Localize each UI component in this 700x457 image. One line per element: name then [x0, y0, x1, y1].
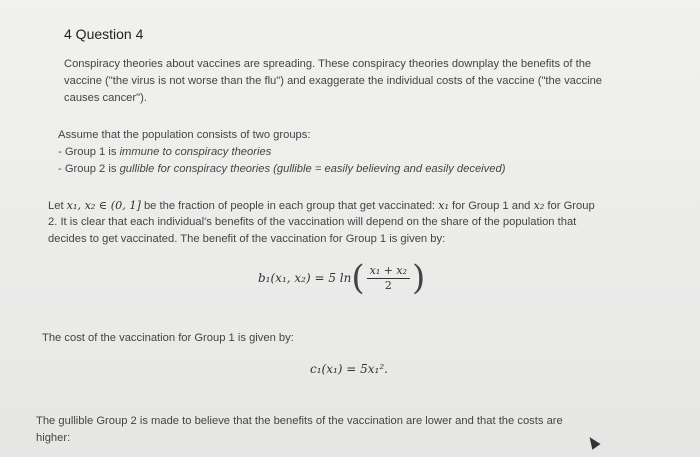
group-2-description: gullible for conspiracy theories (gullible = easily believing and easily deceived): [119, 163, 506, 175]
let-line-1: [48, 197, 595, 215]
let-line-2: 2. It is clear that each individual's benefits of the vaccination will depend on the share of the population that: [48, 216, 577, 228]
question-heading: 4 Question 4: [64, 26, 144, 42]
benefit-formula: [258, 258, 425, 298]
gullible-line-1: The gullible Group 2 is made to believe that the benefits of the vaccination are lower and that the costs are: [36, 415, 563, 427]
left-paren: (: [351, 258, 365, 298]
mouse-pointer-icon: [585, 434, 600, 450]
gullible-line-2: higher:: [36, 432, 71, 444]
cost-formula: c₁(x₁) = 5x₁².: [310, 362, 388, 376]
x2-symbol: x₂: [533, 199, 545, 212]
let-text-a: Let: [48, 200, 67, 212]
group-1-description: immune to conspiracy theories: [119, 146, 272, 158]
let-text-b: be the fraction of people in each group that get vaccinated:: [140, 200, 439, 212]
cost-intro: The cost of the vaccination for Group 1 is given by:: [42, 332, 294, 344]
x1-symbol: x₁: [438, 199, 449, 212]
let-text-c: for Group 1 and: [448, 200, 534, 212]
group-1-line: [58, 144, 271, 161]
right-paren: ): [412, 258, 426, 298]
group-2-line: [58, 161, 505, 178]
intro-line-1: Conspiracy theories about vaccines are spreading. These conspiracy theories downplay the benefits of the: [64, 58, 592, 70]
let-line-3: decides to get vaccinated. The benefit of the vaccination for Group 1 is given by:: [48, 233, 446, 245]
group-1-prefix: - Group 1 is: [58, 146, 120, 158]
fraction-numerator: x₁ + x₂: [367, 264, 410, 279]
domain-math: x₁, x₂ ∈ (0, 1]: [66, 199, 141, 212]
intro-line-3: causes cancer").: [64, 92, 147, 104]
let-text-d: for Group: [544, 200, 595, 212]
benefit-fraction: [367, 264, 410, 293]
group-2-prefix: - Group 2 is: [58, 163, 120, 175]
fraction-denominator: 2: [384, 278, 392, 292]
assume-line: Assume that the population consists of two groups:: [58, 129, 311, 141]
benefit-formula-lhs: b₁(x₁, x₂) = 5 ln: [258, 271, 352, 285]
intro-line-2: vaccine ("the virus is not worse than the flu") and exaggerate the individual costs of the vaccine ("the vaccine: [64, 75, 603, 87]
